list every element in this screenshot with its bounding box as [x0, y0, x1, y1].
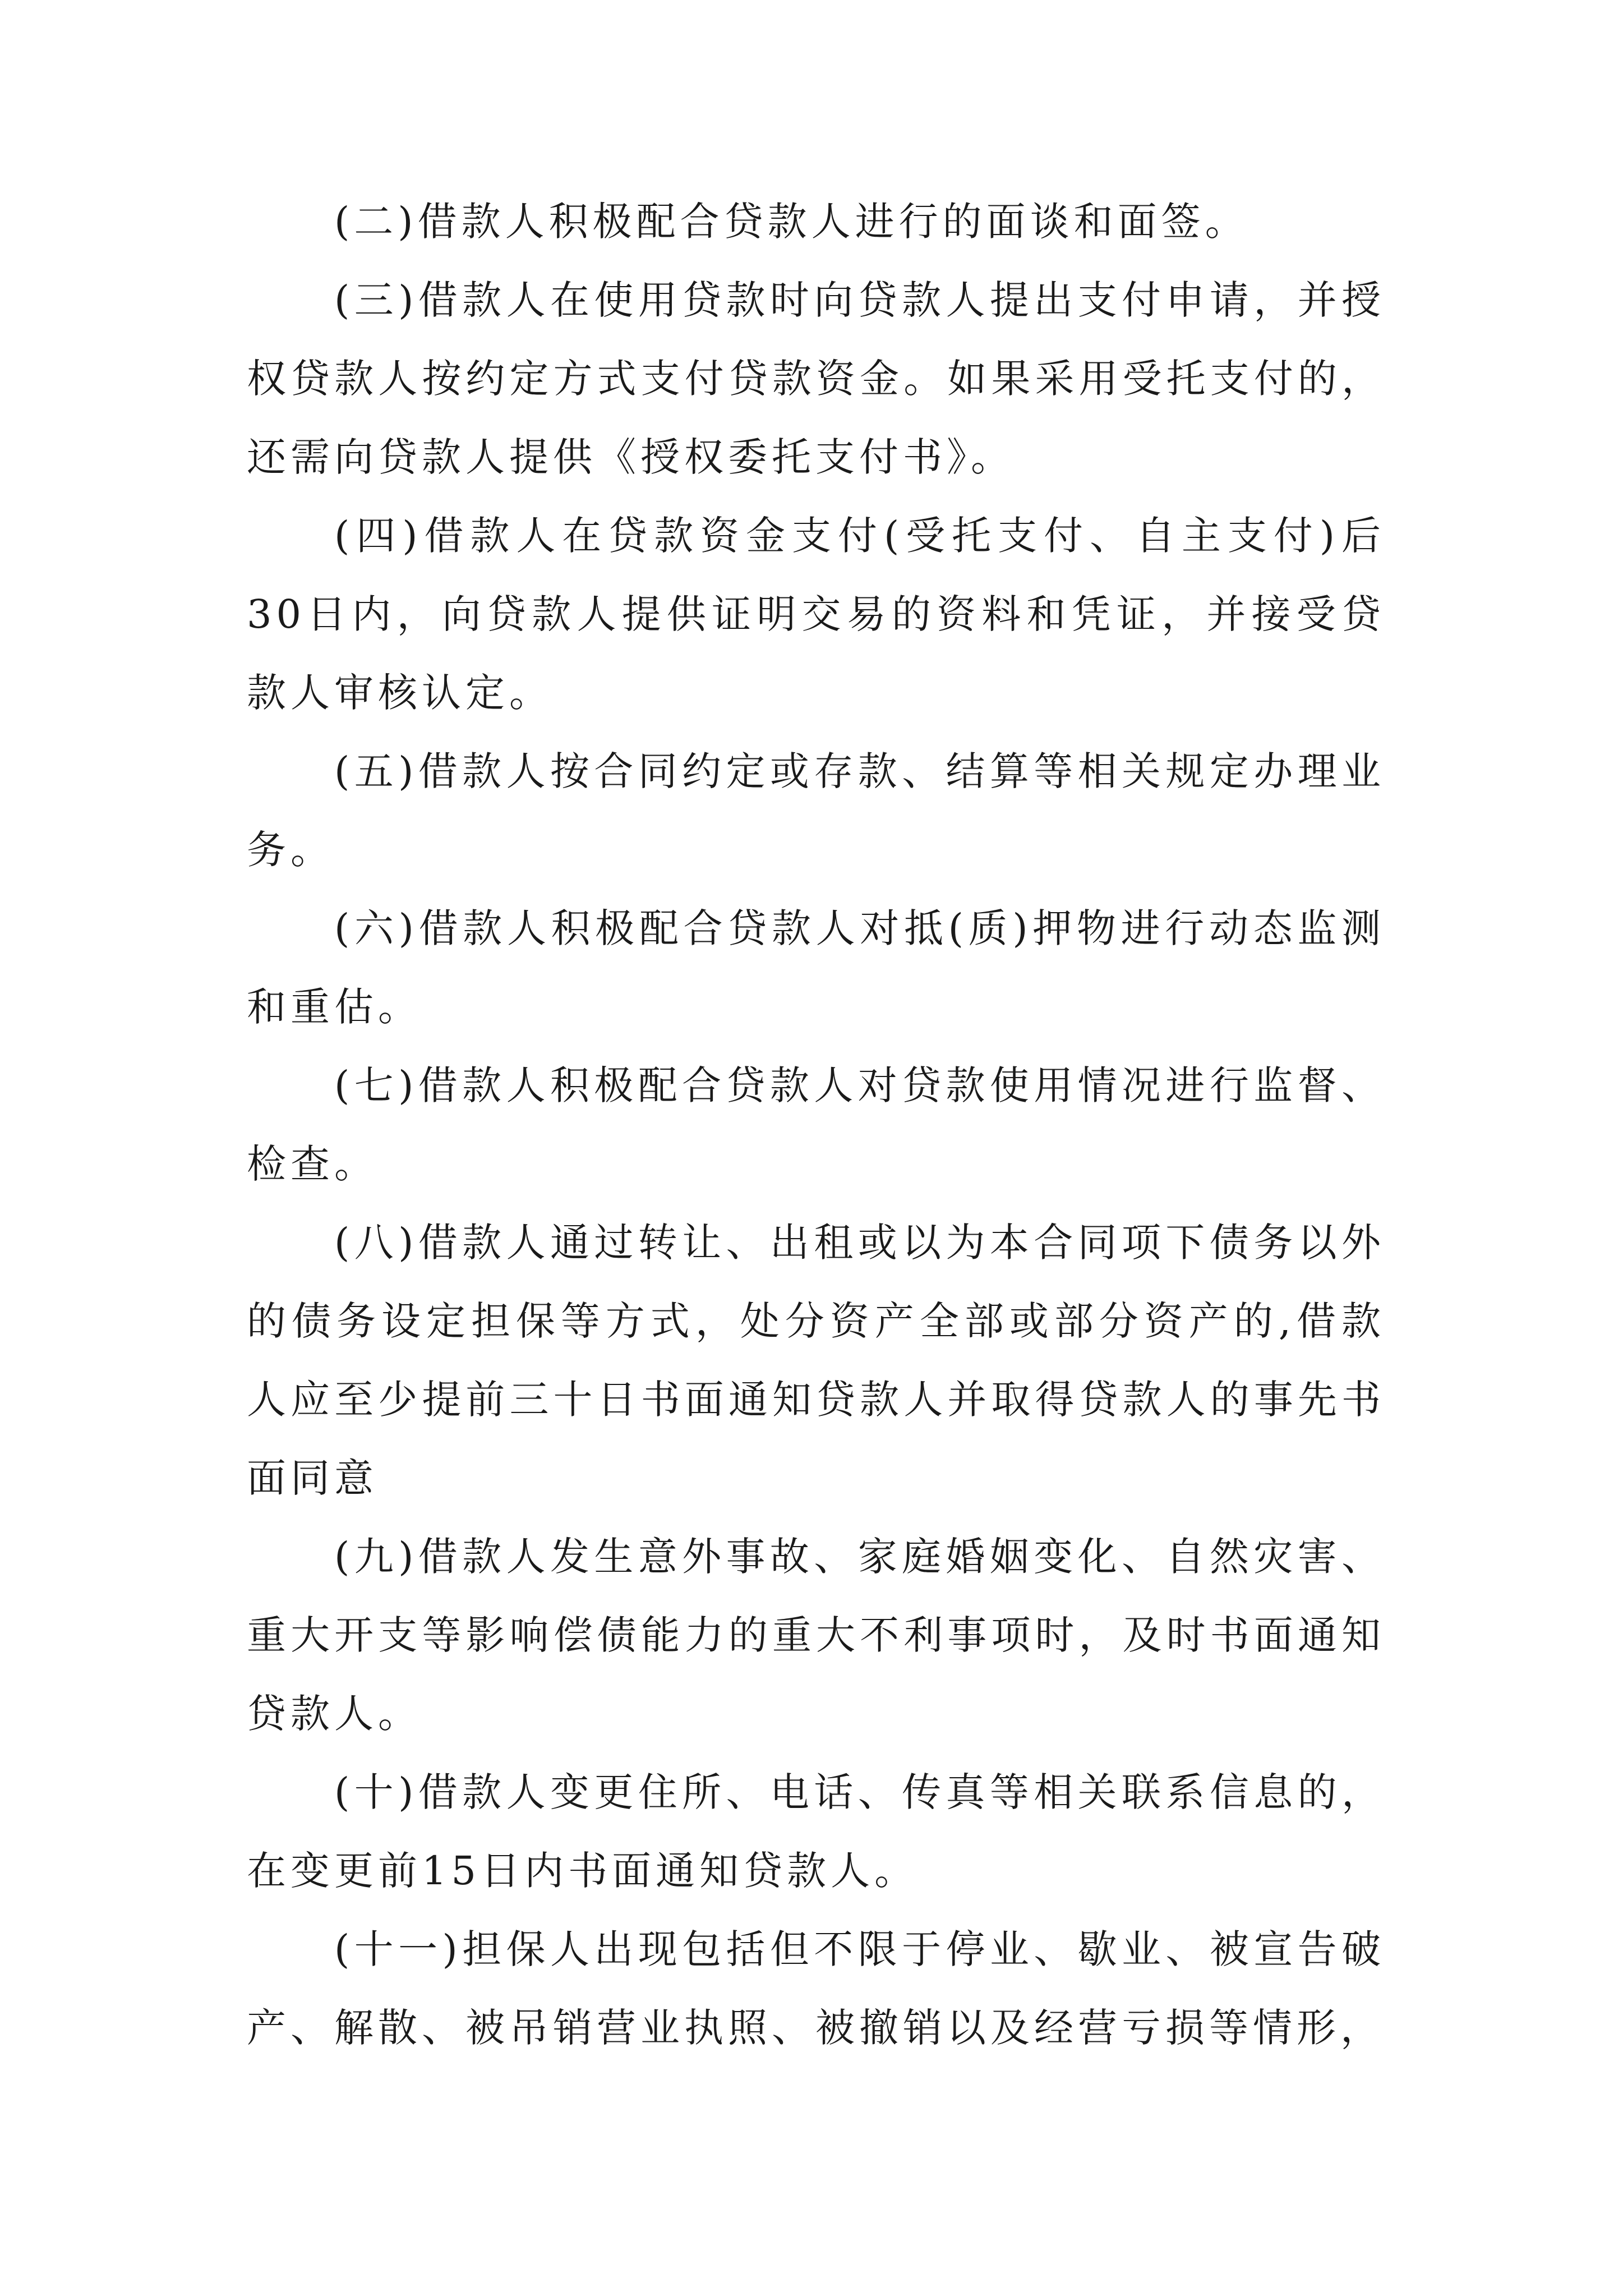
clause-5: (五)借款人按合同约定或存款、结算等相关规定办理业务。	[247, 748, 1385, 873]
document-body	[247, 182, 1385, 2067]
clause-10: (十)借款人变更住所、电话、传真等相关联系信息的，在变更前15日内书面通知贷款人。	[247, 1769, 1385, 1894]
clause-7: (七)借款人积极配合贷款人对贷款使用情况进行监督、检查。	[247, 1062, 1385, 1187]
clause-9: (九)借款人发生意外事故、家庭婚姻变化、自然灾害、重大开支等影响偿债能力的重大不利事项时，及时书面通知贷款人。	[247, 1534, 1385, 1737]
clause-6: (六)借款人积极配合贷款人对抵(质)押物进行动态监测和重估。	[247, 905, 1385, 1030]
clause-4: (四)借款人在贷款资金支付(受托支付、自主支付)后30日内，向贷款人提供证明交易的资料和凭证，并接受贷款人审核认定。	[247, 513, 1385, 716]
clause-8: (八)借款人通过转让、出租或以为本合同项下债务以外的债务设定担保等方式，处分资产全部或部分资产的,借款人应至少提前三十日书面通知贷款人并取得贷款人的事先书面同意	[247, 1220, 1385, 1501]
clause-3: (三)借款人在使用贷款时向贷款人提出支付申请，并授权贷款人按约定方式支付贷款资金。如果采用受托支付的，还需向贷款人提供《授权委托支付书》。	[247, 277, 1385, 480]
clause-11: (十一)担保人出现包括但不限于停业、歇业、被宣告破产、解散、被吊销营业执照、被撤销以及经营亏损等情形，	[247, 1926, 1385, 2051]
clause-2: (二)借款人积极配合贷款人进行的面谈和面签。	[334, 199, 1249, 245]
